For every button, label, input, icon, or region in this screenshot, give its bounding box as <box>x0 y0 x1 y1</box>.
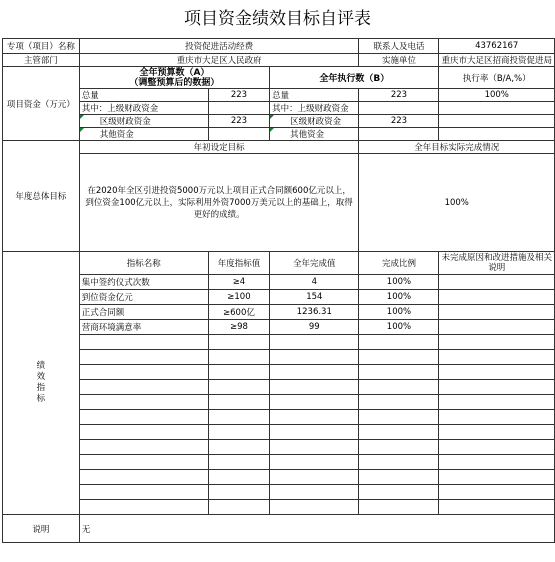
sub-exec <box>359 102 439 115</box>
impl-label: 实施单位 <box>359 54 439 67</box>
other-label-exec: 其他资金 <box>270 128 359 141</box>
funds-district-row <box>3 115 555 128</box>
empty-cell <box>439 485 555 500</box>
empty-row <box>3 455 555 470</box>
contact-label: 联系人及电话 <box>359 39 439 54</box>
sub-label-budget: 其中：上级财政资金 <box>79 102 208 115</box>
funds-sub-row <box>3 102 555 115</box>
empty-row <box>3 500 555 515</box>
rate-header: 执行率（B/A,%） <box>439 67 555 89</box>
perf-label-char-2: 效 <box>36 372 46 382</box>
project-label: 专项（项目）名称 <box>3 39 80 54</box>
perf-header-row <box>3 252 555 275</box>
empty-cell <box>439 380 555 395</box>
empty-cell <box>79 485 208 500</box>
district-exec: 223 <box>359 115 439 128</box>
note-row <box>3 515 555 543</box>
empty-row <box>3 335 555 350</box>
dept-label: 主管部门 <box>3 54 80 67</box>
empty-cell <box>79 395 208 410</box>
note-label: 说明 <box>3 515 80 543</box>
empty-cell <box>270 470 359 485</box>
empty-cell <box>270 425 359 440</box>
empty-row <box>3 440 555 455</box>
funds-header-row <box>3 67 555 89</box>
empty-cell <box>270 365 359 380</box>
empty-cell <box>208 395 269 410</box>
indicator-reason <box>439 305 555 320</box>
empty-cell <box>439 365 555 380</box>
total-budget: 223 <box>208 89 269 102</box>
annual-label: 年度总体目标 <box>3 141 80 252</box>
col-header-target: 年度指标值 <box>208 252 269 275</box>
project-row <box>3 39 555 54</box>
empty-cell <box>208 455 269 470</box>
empty-row <box>3 365 555 380</box>
funds-total-row <box>3 89 555 102</box>
col-header-ratio: 完成比例 <box>359 252 439 275</box>
col-header-name: 指标名称 <box>79 252 208 275</box>
exec-rate: 100% <box>439 89 555 102</box>
empty-cell <box>359 440 439 455</box>
empty-cell <box>439 470 555 485</box>
district-label-budget: 区级财政资金 <box>79 115 208 128</box>
empty-cell <box>439 335 555 350</box>
empty-cell <box>270 440 359 455</box>
empty-cell <box>208 485 269 500</box>
indicator-name: 到位资金亿元 <box>79 290 208 305</box>
district-label-exec: 区级财政资金 <box>270 115 359 128</box>
empty-cell <box>359 455 439 470</box>
table-row <box>3 290 555 305</box>
empty-row <box>3 425 555 440</box>
empty-cell <box>208 335 269 350</box>
empty-cell <box>439 410 555 425</box>
empty-cell <box>208 350 269 365</box>
empty-cell <box>439 440 555 455</box>
perf-label-char-3: 指 <box>36 383 46 393</box>
indicator-actual: 154 <box>270 290 359 305</box>
empty-cell <box>359 350 439 365</box>
note-text: 无 <box>79 515 554 543</box>
empty-cell <box>270 395 359 410</box>
indicator-name: 集中签约仪式次数 <box>79 275 208 290</box>
empty-cell <box>208 440 269 455</box>
indicator-actual: 1236.31 <box>270 305 359 320</box>
perf-label <box>3 252 80 515</box>
exec-header: 全年执行数（B） <box>270 67 439 89</box>
empty-cell <box>79 380 208 395</box>
annual-content-row <box>3 154 555 252</box>
table-row <box>3 305 555 320</box>
empty-cell <box>359 425 439 440</box>
impl-value: 重庆市大足区招商投资促进局 <box>439 54 555 67</box>
empty-cell <box>359 395 439 410</box>
other-rate <box>439 128 555 141</box>
empty-row <box>3 485 555 500</box>
table-row <box>3 320 555 335</box>
empty-cell <box>270 455 359 470</box>
indicator-ratio: 100% <box>359 305 439 320</box>
indicator-reason <box>439 290 555 305</box>
total-exec: 223 <box>359 89 439 102</box>
empty-cell <box>270 380 359 395</box>
empty-cell <box>208 365 269 380</box>
empty-cell <box>439 455 555 470</box>
dept-row <box>3 54 555 67</box>
budget-header-line1: 全年预算数（A） <box>139 67 210 78</box>
actual-text: 100% <box>359 154 555 252</box>
empty-cell <box>270 410 359 425</box>
empty-cell <box>359 470 439 485</box>
indicator-ratio: 100% <box>359 290 439 305</box>
indicator-ratio: 100% <box>359 320 439 335</box>
empty-cell <box>79 335 208 350</box>
empty-cell <box>79 470 208 485</box>
indicator-actual: 99 <box>270 320 359 335</box>
sub-label-exec: 其中：上级财政资金 <box>270 102 359 115</box>
empty-cell <box>439 350 555 365</box>
empty-cell <box>79 440 208 455</box>
indicator-target: ≥98 <box>208 320 269 335</box>
empty-cell <box>270 485 359 500</box>
table-row <box>3 275 555 290</box>
empty-cell <box>270 335 359 350</box>
other-label-budget: 其他资金 <box>79 128 208 141</box>
budget-header-line2: （调整预算后的数据） <box>129 77 220 88</box>
budget-header <box>79 67 269 89</box>
empty-row <box>3 380 555 395</box>
empty-cell <box>359 365 439 380</box>
dept-name: 重庆市大足区人民政府 <box>79 54 359 67</box>
initial-text: 在2020年全区引进投资5000万元以上项目正式合同额600亿元以上，到位资金100亿元以上，实际利用外资7000万美元以上的基础上，取得更好的成绩。 <box>79 154 359 252</box>
other-budget <box>208 128 269 141</box>
perf-label-char-1: 绩 <box>36 361 46 371</box>
funds-other-row <box>3 128 555 141</box>
perf-label-char-4: 标 <box>36 394 46 404</box>
empty-cell <box>79 425 208 440</box>
empty-cell <box>79 350 208 365</box>
sub-budget <box>208 102 269 115</box>
empty-cell <box>79 410 208 425</box>
empty-cell <box>359 485 439 500</box>
empty-row <box>3 410 555 425</box>
indicator-reason <box>439 275 555 290</box>
actual-header: 全年目标实际完成情况 <box>359 141 555 154</box>
indicator-actual: 4 <box>270 275 359 290</box>
empty-cell <box>359 335 439 350</box>
indicator-ratio: 100% <box>359 275 439 290</box>
total-label-budget: 总量 <box>79 89 208 102</box>
empty-cell <box>439 395 555 410</box>
empty-cell <box>439 500 555 515</box>
empty-cell <box>79 500 208 515</box>
empty-row <box>3 395 555 410</box>
indicator-name: 正式合同额 <box>79 305 208 320</box>
col-header-reason: 未完成原因和改进措施及相关说明 <box>439 252 555 275</box>
empty-cell <box>208 425 269 440</box>
empty-cell <box>439 425 555 440</box>
empty-cell <box>79 365 208 380</box>
contact-value: 43762167 <box>439 39 555 54</box>
total-label-exec: 总量 <box>270 89 359 102</box>
empty-cell <box>359 410 439 425</box>
district-budget: 223 <box>208 115 269 128</box>
empty-row <box>3 350 555 365</box>
project-name: 投资促进活动经费 <box>79 39 359 54</box>
initial-header: 年初设定目标 <box>79 141 359 154</box>
empty-cell <box>208 470 269 485</box>
form-title: 项目资金绩效目标自评表 <box>184 9 371 29</box>
other-exec <box>359 128 439 141</box>
annual-header-row <box>3 141 555 154</box>
empty-cell <box>79 455 208 470</box>
indicator-name: 营商环境满意率 <box>79 320 208 335</box>
empty-cell <box>208 380 269 395</box>
empty-cell <box>208 410 269 425</box>
empty-cell <box>208 500 269 515</box>
empty-cell <box>270 500 359 515</box>
empty-cell <box>270 350 359 365</box>
funds-label: 项目资金（万元） <box>3 67 80 141</box>
evaluation-table <box>2 38 555 543</box>
indicator-reason <box>439 320 555 335</box>
empty-cell <box>359 500 439 515</box>
empty-cell <box>359 380 439 395</box>
district-rate <box>439 115 555 128</box>
indicator-target: ≥600亿 <box>208 305 269 320</box>
sub-rate <box>439 102 555 115</box>
indicator-target: ≥4 <box>208 275 269 290</box>
indicator-target: ≥100 <box>208 290 269 305</box>
empty-row <box>3 470 555 485</box>
col-header-actual: 全年完成值 <box>270 252 359 275</box>
